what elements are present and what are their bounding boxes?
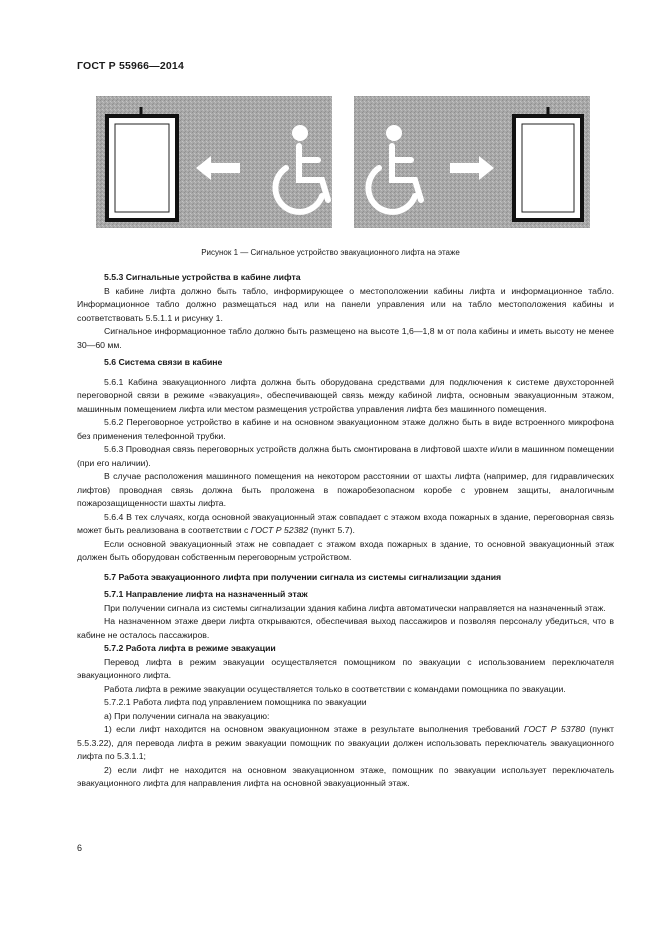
document-body [77,271,614,791]
text-run: (пункт 5.5.3.22), для перевода лифта в режим эвакуации помощник по эвакуации должен использовать переключатель эвакуационного лифта по 5.3.1.1; [77,724,615,761]
elevator-door-icon [107,107,177,220]
list-item: 2) если лифт не находится на основном эвакуационном этаже, помощник по эвакуации использует переключатель эвакуационного лифта для направления лифта на основной эвакуационный этаж. [77,764,614,788]
sign-right [354,96,590,228]
paragraph: 5.6.3 Проводная связь переговорных устройств должна быть смонтирована в лифтовой шахте и/или в машинном помещении (при его наличии). [77,444,614,468]
paragraph: В кабине лифта должно быть табло, информирующее о местоположении кабины лифта и информационное табло. Информационное табло должно размещаться над или на панели управления или на табло местоположения кабины и соответствовать 5.5.1.1 и рисунку 1. [77,285,614,323]
heading-5-5-3: 5.5.3 Сигнальные устройства в кабине лифта [104,272,301,282]
paragraph [77,511,614,538]
text-run: 1) если лифт находится на основном эвакуационном этаже в результате выполнения требований [104,724,524,734]
list-item [77,723,614,764]
figure-evacuation-sign [96,96,570,228]
elevator-door-icon [514,107,582,220]
paragraph: 5.6.1 Кабина эвакуационного лифта должна быть оборудована средствами для подключения к системе двухсторонней переговорной связи в режиме «эвакуация», обеспечивающей связь между кабиной лифта, основным эвакуационным этажом, машинным помещением лифта или местом размещения устройства управления лифта без машинного помещения. [77,376,614,414]
standard-reference: ГОСТ Р 52382 [250,525,309,535]
paragraph: На назначенном этаже двери лифта открываются, обеспечивая выход пассажиров и позволяя персоналу убедиться, что в кабине не осталось пассажиров. [77,616,614,640]
heading-5-7-2: 5.7.2 Работа лифта в режиме эвакуации [104,643,276,653]
text-run: 5.6.4 В тех случаях, когда основной эвакуационный этаж совпадает с этажом входа пожарных в здание, переговорная связь может быть реализована в соответствии с [77,511,614,535]
heading-5-6: 5.6 Система связи в кабине [104,357,223,367]
figure-caption: Рисунок 1 — Сигнальное устройство эвакуационного лифта на этаже [201,248,460,257]
paragraph: 5.7.2.1 Работа лифта под управлением помощника по эвакуации [104,697,367,707]
paragraph: 5.6.2 Переговорное устройство в кабине и на основном эвакуационном этаже должно быть в виде встроенного микрофона без применения телефонной трубки. [77,417,614,441]
heading-5-7: 5.7 Работа эвакуационного лифта при получении сигнала из системы сигнализации здания [104,571,502,582]
paragraph: Сигнальное информационное табло должно быть размещено на высоте 1,6—1,8 м от пола кабины и иметь высоту не менее 30—60 мм. [77,326,614,350]
paragraph: Перевод лифта в режим эвакуации осуществляется помощником по эвакуации с использованием переключателя эвакуационного лифта. [77,656,614,680]
text-run: (пункт 5.7). [308,525,355,535]
paragraph: В случае расположения машинного помещения на некотором расстоянии от шахты лифта (например, для гидравлических лифтов) проводная связь должна быть проложена в пожаробезопасном коробе с уровнем защиты, аналогичным пожарозащищенности шахты лифта. [77,471,614,508]
paragraph: Работа лифта в режиме эвакуации осуществляется только в соответствии с командами помощника по эвакуации. [104,683,566,694]
list-item: а) При получении сигнала на эвакуацию: [104,710,270,721]
standard-reference: ГОСТ Р 53780 [523,724,586,734]
page-number: 6 [77,843,83,853]
document-code: ГОСТ Р 55966—2014 [77,60,185,72]
paragraph: При получении сигнала из системы сигнализации здания кабина лифта автоматически направляется на назначенный этаж. [104,602,606,613]
sign-left [96,96,332,228]
paragraph: Если основной эвакуационный этаж не совпадает с этажом входа пожарных в здание, то основной эвакуационный этаж должен быть оборудован собственным переговорным устройством. [77,538,614,562]
heading-5-7-1: 5.7.1 Направление лифта на назначенный этаж [104,589,308,599]
